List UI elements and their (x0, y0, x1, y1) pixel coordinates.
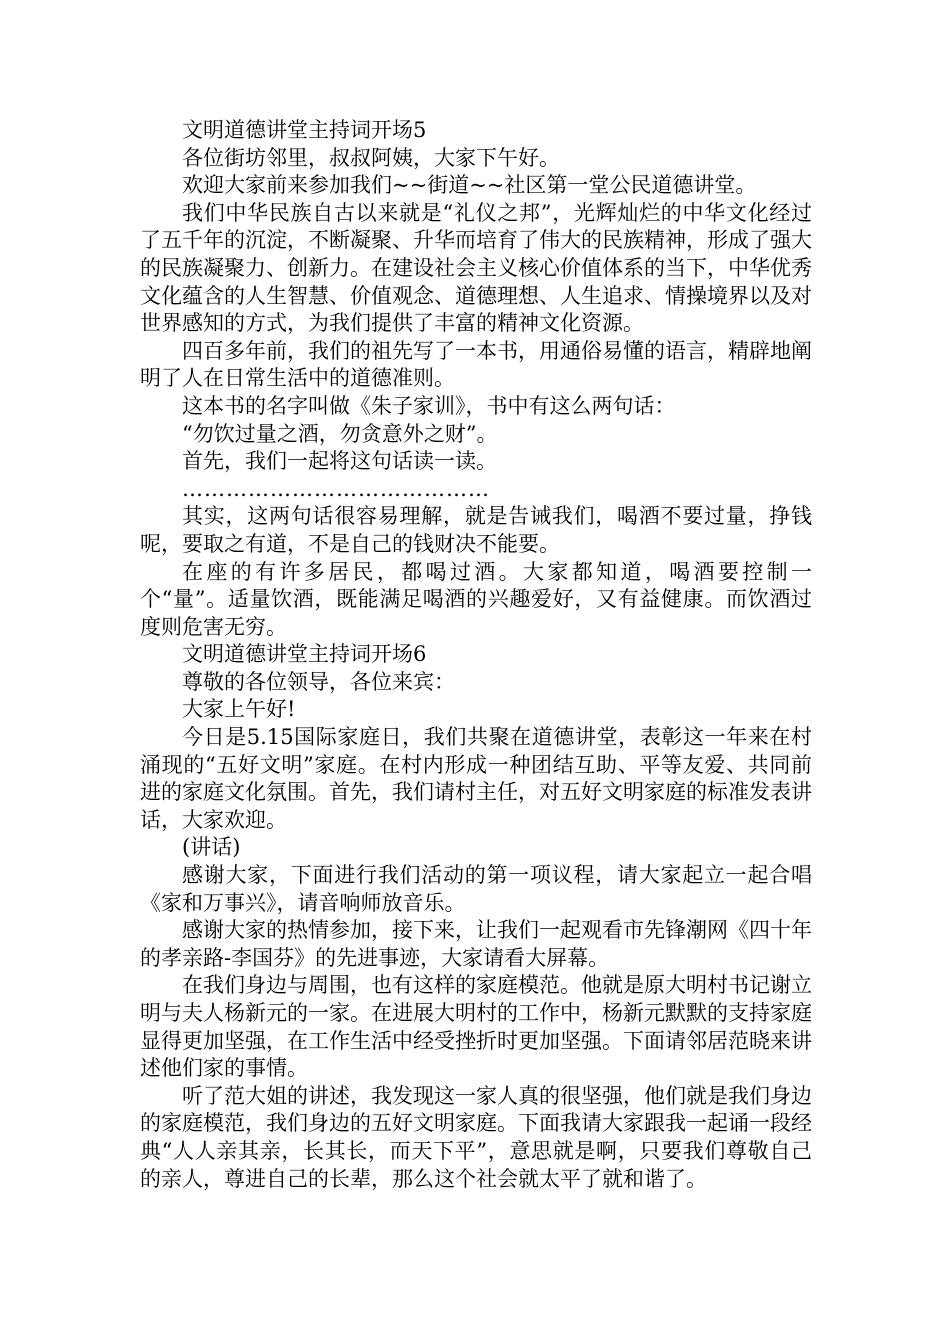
quote-paragraph: “勿饮过量之酒，勿贪意外之财”。 (182, 421, 498, 446)
paragraph: 这本书的名字叫做《朱子家训》，书中有这么两句话： (182, 393, 676, 418)
paragraph: 其实，这两句话很容易理解，就是告诫我们，喝酒不要过量，挣钱呢，要取之有道，不是自己的钱财决不能要。 (140, 504, 812, 556)
paragraph: 在座的有许多居民，都喝过酒。大家都知道，喝酒要控制一个“量”。适量饮酒，既能满足喝酒的兴趣爱好，又有益健康。而饮酒过度则危害无穷。 (140, 559, 812, 639)
section-heading-6: 文明道德讲堂主持词开场6 (182, 642, 427, 667)
paragraph: 在我们身边与周围，也有这样的家庭模范。他就是原大明村书记谢立明与夫人杨新元的一家。在进展大明村的工作中，杨新元默默的支持家庭显得更加坚强，在工作生活中经受挫折时更加坚强。下面请邻居范晓来讲述他们家的事情。 (140, 973, 812, 1081)
paragraph: 感谢大家，下面进行我们活动的第一项议程，请大家起立一起合唱《家和万事兴》，请音响师放音乐。 (140, 863, 812, 915)
paragraph: 各位街坊邻里，叔叔阿姨，大家下午好。 (182, 145, 560, 170)
paragraph: 大家上午好! (182, 697, 296, 722)
paragraph: 四百多年前，我们的祖先写了一本书，用通俗易懂的语言，精辟地阐明了人在日常生活中的道德准则。 (140, 338, 812, 391)
paragraph: 感谢大家的热情参加，接下来，让我们一起观看市先锋潮网《四十年的孝亲路-李国芬》的先进事迹，大家请看大屏幕。 (140, 918, 812, 970)
ellipsis-line: …………………………………… (182, 476, 490, 501)
paragraph: (讲话) (182, 835, 241, 860)
paragraph: 首先，我们一起将这句话读一读。 (182, 449, 497, 474)
paragraph: 我们中华民族自古以来就是“礼仪之邦”，光辉灿烂的中华文化经过了五千年的沉淀，不断凝聚、升华而培育了伟大的民族精神，形成了强大的民族凝聚力、创新力。在建设社会主义核心价值体系的当下，中华优秀文化蕴含的人生智慧、价值观念、道德理想、人生追求、情操境界以及对世界感知的方式，为我们提供了丰富的精神文化资源。 (140, 200, 812, 336)
paragraph: 听了范大姐的讲述，我发现这一家人真的很坚强，他们就是我们身边的家庭模范，我们身边的五好文明家庭。下面我请大家跟我一起诵一段经典“人人亲其亲，长其长，而天下平”，意思就是啊，只要我们尊敬自己的亲人，尊进自己的长辈，那么这个社会就太平了就和谐了。 (140, 1083, 812, 1191)
document-body (140, 117, 812, 1193)
paragraph: 欢迎大家前来参加我们~~街道~~社区第一堂公民道德讲堂。 (182, 173, 757, 198)
paragraph: 尊敬的各位领导，各位来宾： (182, 669, 455, 694)
section-heading-5: 文明道德讲堂主持词开场5 (182, 118, 427, 142)
paragraph: 今日是5.15国际家庭日，我们共聚在道德讲堂，表彰这一年来在村涌现的“五好文明”家庭。在村内形成一种团结互助、平等友爱、共同前进的家庭文化氛围。首先，我们请村主任，对五好文明家庭的标准发表讲话，大家欢迎。 (140, 725, 812, 832)
